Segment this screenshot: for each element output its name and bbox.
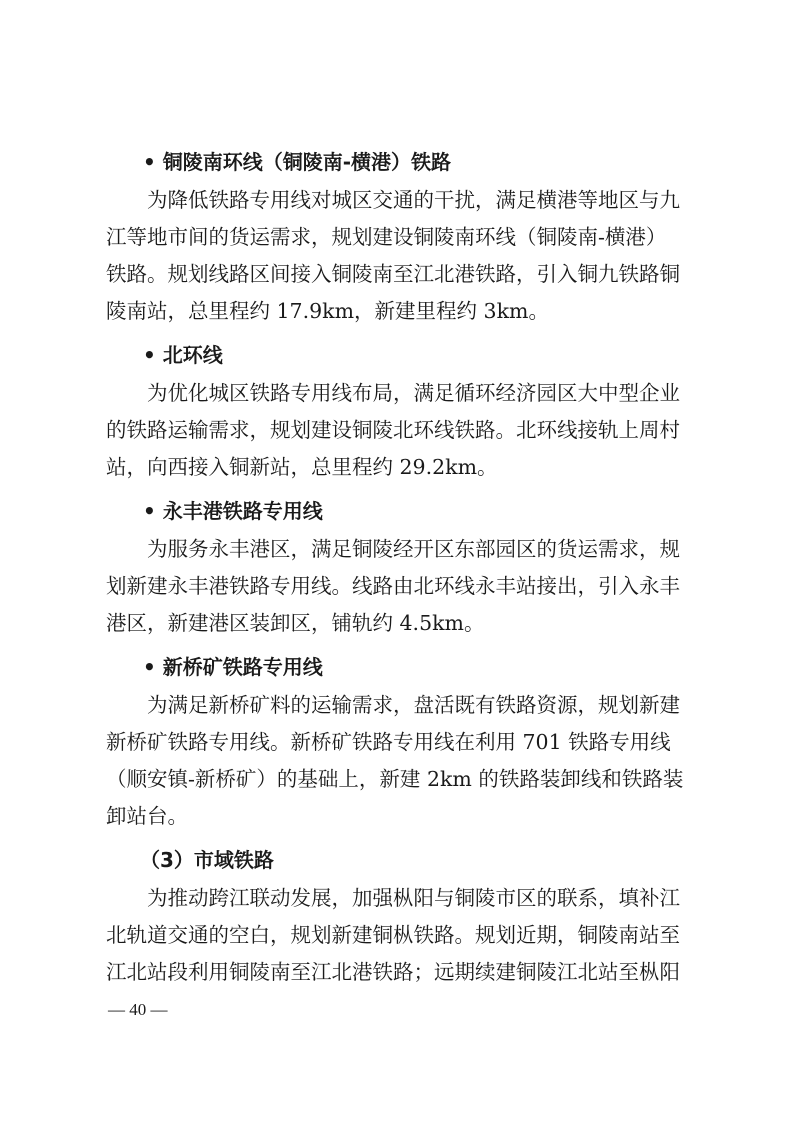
text-line: 江北站段利用铜陵南至江北港铁路；远期续建铜陵江北站至枞阳 <box>106 960 680 984</box>
text-line: 北轨道交通的空白，规划新建铜枞铁路。规划近期，铜陵南站至 <box>106 923 680 947</box>
text-line: 港区，新建港区装卸区，铺轨约 4.5km。 <box>106 611 485 635</box>
heading-xinqiao-mine: • 新桥矿铁路专用线 <box>143 655 323 679</box>
text-line: 为降低铁路专用线对城区交通的干扰，满足横港等地区与九 <box>147 188 680 212</box>
text-line: 卸站台。 <box>106 804 188 828</box>
heading-north-ring: • 北环线 <box>143 343 223 367</box>
text-line: 为推动跨江联动发展，加强枞阳与铜陵市区的联系，填补江 <box>147 886 680 910</box>
heading-yongfeng-port: • 永丰港铁路专用线 <box>143 499 323 523</box>
text-line: 江等地市间的货运需求，规划建设铜陵南环线（铜陵南-横港） <box>106 225 667 249</box>
text-line: 铁路。规划线路区间接入铜陵南至江北港铁路，引入铜九铁路铜 <box>106 262 680 286</box>
heading-tongling-south-ring: • 铜陵南环线（铜陵南-横港）铁路 <box>143 150 452 174</box>
paragraph-tongling-south-ring <box>106 182 691 330</box>
text-line: 划新建永丰港铁路专用线。线路由北环线永丰站接出，引入永丰 <box>106 574 680 598</box>
text-line: 的铁路运输需求，规划建设铜陵北环线铁路。北环线接轨上周村 <box>106 418 680 442</box>
text-line: 为服务永丰港区，满足铜陵经开区东部园区的货运需求，规 <box>147 537 680 561</box>
page-number: — 40 — <box>108 1000 168 1019</box>
paragraph-yongfeng-port <box>106 531 691 642</box>
paragraph-north-ring <box>106 375 691 486</box>
text-line: 站，向西接入铜新站，总里程约 29.2km。 <box>106 455 498 479</box>
text-line: （顺安镇-新桥矿）的基础上，新建 2km 的铁路装卸线和铁路装 <box>106 767 684 791</box>
text-line: 陵南站，总里程约 17.9km，新建里程约 3km。 <box>106 299 549 323</box>
text-line: 为优化城区铁路专用线布局，满足循环经济园区大中型企业 <box>147 381 680 405</box>
text-line: 新桥矿铁路专用线。新桥矿铁路专用线在利用 701 铁路专用线 <box>106 730 671 754</box>
paragraph-xinqiao-mine <box>106 687 691 835</box>
heading-municipal-railway: （3）市域铁路 <box>140 848 274 872</box>
text-line: 为满足新桥矿料的运输需求，盘活既有铁路资源，规划新建 <box>147 693 680 717</box>
paragraph-municipal-railway <box>106 880 691 991</box>
